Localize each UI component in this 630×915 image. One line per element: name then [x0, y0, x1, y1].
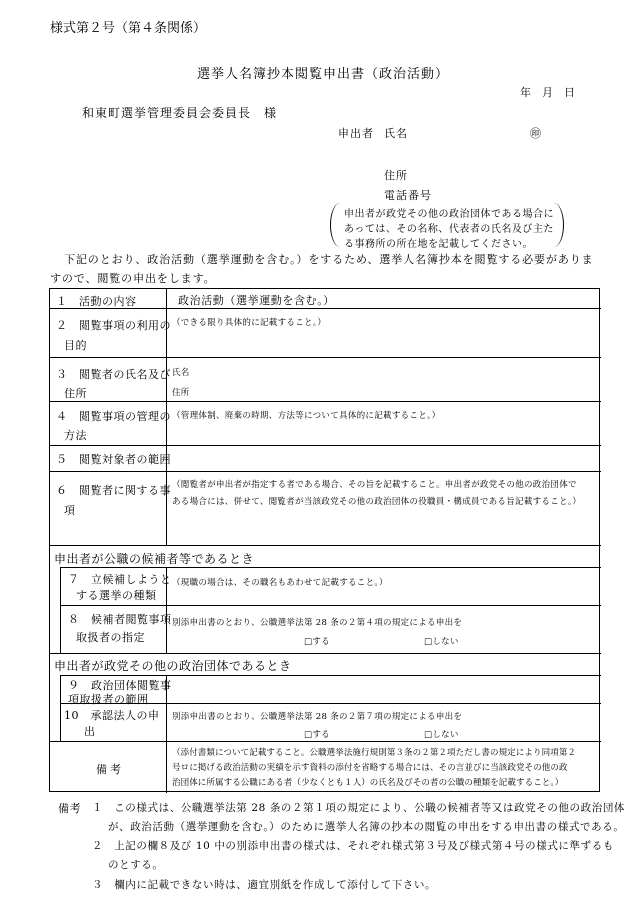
row-label: 項: [64, 504, 76, 517]
row-note: （できる限り具体的に記載すること。）: [172, 318, 327, 328]
row-label: ６ 閲覧者に関する事: [56, 484, 171, 497]
remarks-label: 備考: [96, 763, 124, 776]
row-note: （閲覧者が申出者が指定する者である場合、その旨を記載すること。申出者が政党その他の政治団体で: [172, 480, 577, 490]
row-label: 住所: [64, 387, 87, 400]
row-label: する選挙の種類: [76, 589, 157, 602]
row-label: 取扱者の指定: [76, 631, 145, 644]
row-note: （管理体制、廃棄の時期、方法等について具体的に記載すること。）: [172, 411, 441, 421]
section-heading: 申出者が公職の候補者等であるとき: [54, 552, 255, 566]
row-note: ある場合には、併せて、閲覧者が当該政党その他の政治団体の役職員・構成員である旨記載すること。）: [172, 497, 582, 507]
row-label: １ 活動の内容: [56, 295, 137, 308]
viewer-name-label: 氏名: [172, 368, 190, 378]
page-title: 選挙人名簿抄本閲覧申出書（政治活動）: [197, 67, 450, 82]
addressee: 和東町選挙管理委員会委員長 様: [82, 106, 278, 120]
option-yes-checkbox[interactable]: □する: [304, 730, 330, 740]
applicant-address-label: 住所: [384, 169, 408, 182]
row-label: 出: [84, 725, 96, 738]
row-label: ７ 立候補しようと: [68, 573, 172, 586]
intro-line: すので、閲覧の申出をします。: [50, 272, 216, 285]
row-label: 10 承認法人の申: [64, 709, 160, 722]
footnote-line: が、政治活動（選挙運動を含む。）のために選挙人名簿の抄本の閲覧の申出をする申出書の様式である。: [108, 821, 625, 833]
applicant-label: 申出者: [338, 127, 374, 140]
option-yes-checkbox[interactable]: □する: [304, 637, 330, 647]
applicant-phone-label: 電話番号: [384, 189, 432, 202]
option-no-checkbox[interactable]: □しない: [424, 730, 459, 740]
row-label: ９ 政治団体閲覧事: [68, 679, 172, 692]
bracket-note-line: 申出者が政党その他の政治団体である場合に: [344, 209, 554, 220]
row-label: ３ 閲覧者の氏名及び: [56, 368, 171, 381]
application-table: [49, 288, 600, 792]
row-label: 方法: [64, 429, 87, 442]
viewer-address-label: 住所: [172, 388, 190, 398]
row-label: ５ 閲覧対象者の範囲: [56, 453, 171, 466]
date-line: 年 月 日: [520, 86, 575, 99]
footnote-line: １ この様式は、公職選挙法第 28 条の２第１項の規定により、公職の候補者等又は政党その他の政治団体: [92, 802, 626, 814]
applicant-name-label: 氏名: [384, 127, 408, 140]
bracket-note-line: る事務所の所在地を記載してください。: [344, 239, 533, 250]
row-note: （現職の場合は、その職名もあわせて記載すること。）: [172, 578, 388, 588]
section-heading: 申出者が政党その他の政治団体であるとき: [54, 659, 292, 673]
row-label: ２ 閲覧事項の利用の: [56, 319, 171, 332]
row-label: ８ 候補者閲覧事項: [68, 613, 172, 626]
option-no-checkbox[interactable]: □しない: [424, 637, 459, 647]
footnote-heading: 備考: [58, 802, 82, 815]
row-note: 別添申出書のとおり、公職選挙法第 28 条の２第４項の規定による申出を: [172, 618, 463, 628]
form-number: 様式第２号（第４条関係）: [50, 21, 207, 36]
bracket-note-line: あっては、その名称、代表者の氏名及び主た: [344, 224, 554, 235]
seal-mark: ㊞: [530, 127, 541, 140]
row-label: 項取扱者の範囲: [68, 693, 149, 706]
intro-line: 下記のとおり、政治活動（選挙運動を含む。）をするため、選挙人名簿抄本を閲覧する必要がありま: [64, 253, 594, 266]
row-label: 目的: [64, 339, 87, 352]
remarks-note: 治団体に所属する公職にある者（少なくとも１人）の氏名及びその者の公職の種類を記載すること。）: [172, 778, 564, 788]
row-label: ４ 閲覧事項の管理の: [56, 410, 171, 423]
footnote-line: ３ 欄内に記載できない時は、適宜別紙を作成して添付して下さい。: [92, 879, 437, 891]
row-note: 別添申出書のとおり、公職選挙法第 28 条の２第７項の規定による申出を: [172, 712, 463, 722]
remarks-note: 号ロに掲げる政治活動の実績を示す資料の添付を省略する場合には、その言並びに当該政党その他の政: [172, 763, 568, 773]
activity-content: 政治活動（選挙運動を含む。）: [178, 294, 335, 307]
footnote-line: ２ 上記の欄８及び 10 中の別添申出書の様式は、それぞれ様式第３号及び様式第４号の様式に準ずるも: [92, 840, 614, 852]
remarks-note: （添付書類について記載すること。公職選挙法施行規則第３条の２第２項ただし書の規定により同項第２: [172, 748, 577, 758]
footnote-line: のとする。: [108, 859, 164, 871]
